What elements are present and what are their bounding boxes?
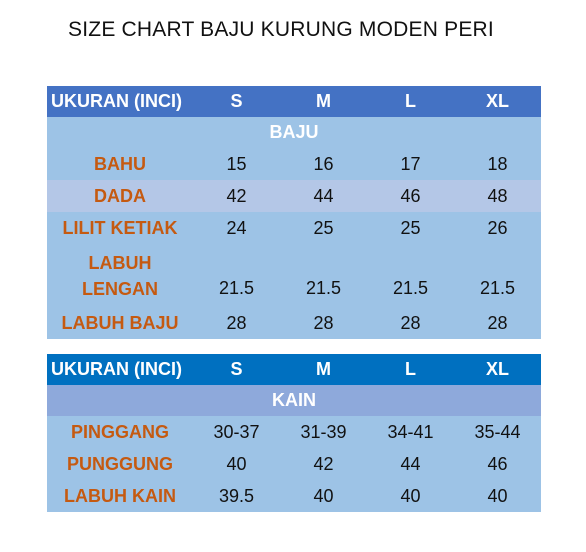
measurement-value: 15 (193, 148, 280, 180)
measurement-value: 17 (367, 148, 454, 180)
table-row (47, 416, 541, 448)
section-title: BAJU (47, 117, 541, 148)
page-title: SIZE CHART BAJU KURUNG MODEN PERI (68, 18, 494, 41)
measurement-value: 21.5 (193, 244, 280, 307)
measurement-value: 21.5 (280, 244, 367, 307)
header-size-m: M (280, 86, 367, 117)
measurement-value: 28 (280, 307, 367, 339)
section-title: KAIN (47, 385, 541, 416)
header-size-l: L (367, 86, 454, 117)
size-table-kain (47, 354, 541, 512)
table-row (47, 244, 541, 307)
section-row (47, 117, 541, 148)
measurement-name-line1: LABUH (88, 252, 152, 273)
measurement-name: PINGGANG (47, 416, 193, 448)
table-row (47, 212, 541, 244)
header-size-s: S (193, 86, 280, 117)
measurement-name: LABUH KAIN (47, 480, 193, 512)
size-table-baju (47, 86, 541, 339)
measurement-value: 25 (280, 212, 367, 244)
measurement-value: 21.5 (367, 244, 454, 307)
table-header-row (47, 354, 541, 385)
measurement-name: DADA (47, 180, 193, 212)
measurement-name-line2: LENGAN (82, 278, 158, 299)
measurement-name: PUNGGUNG (47, 448, 193, 480)
measurement-value: 40 (454, 480, 541, 512)
measurement-value: 26 (454, 212, 541, 244)
measurement-name: LILIT KETIAK (47, 212, 193, 244)
measurement-value: 40 (280, 480, 367, 512)
measurement-value: 40 (367, 480, 454, 512)
header-label: UKURAN (INCI) (47, 354, 193, 385)
measurement-value: 24 (193, 212, 280, 244)
measurement-value: 18 (454, 148, 541, 180)
header-size-s: S (193, 354, 280, 385)
measurement-value: 34-41 (367, 416, 454, 448)
measurement-value: 31-39 (280, 416, 367, 448)
measurement-name: LABUH BAJU (47, 307, 193, 339)
table-row (47, 307, 541, 339)
measurement-name: BAHU (47, 148, 193, 180)
measurement-value: 46 (367, 180, 454, 212)
measurement-value: 25 (367, 212, 454, 244)
table-header-row (47, 86, 541, 117)
measurement-value: 46 (454, 448, 541, 480)
measurement-value: 28 (193, 307, 280, 339)
table-row (47, 180, 541, 212)
section-row (47, 385, 541, 416)
measurement-value: 44 (367, 448, 454, 480)
measurement-value: 39.5 (193, 480, 280, 512)
header-size-xl: XL (454, 86, 541, 117)
measurement-value: 44 (280, 180, 367, 212)
measurement-value: 28 (454, 307, 541, 339)
measurement-value: 40 (193, 448, 280, 480)
table-row (47, 148, 541, 180)
measurement-value: 30-37 (193, 416, 280, 448)
measurement-value: 42 (193, 180, 280, 212)
measurement-value: 42 (280, 448, 367, 480)
table-row (47, 448, 541, 480)
header-size-l: L (367, 354, 454, 385)
header-size-m: M (280, 354, 367, 385)
measurement-name (47, 244, 193, 307)
measurement-value: 16 (280, 148, 367, 180)
measurement-value: 21.5 (454, 244, 541, 307)
measurement-value: 28 (367, 307, 454, 339)
header-size-xl: XL (454, 354, 541, 385)
measurement-value: 35-44 (454, 416, 541, 448)
table-row (47, 480, 541, 512)
header-label: UKURAN (INCI) (47, 86, 193, 117)
measurement-value: 48 (454, 180, 541, 212)
